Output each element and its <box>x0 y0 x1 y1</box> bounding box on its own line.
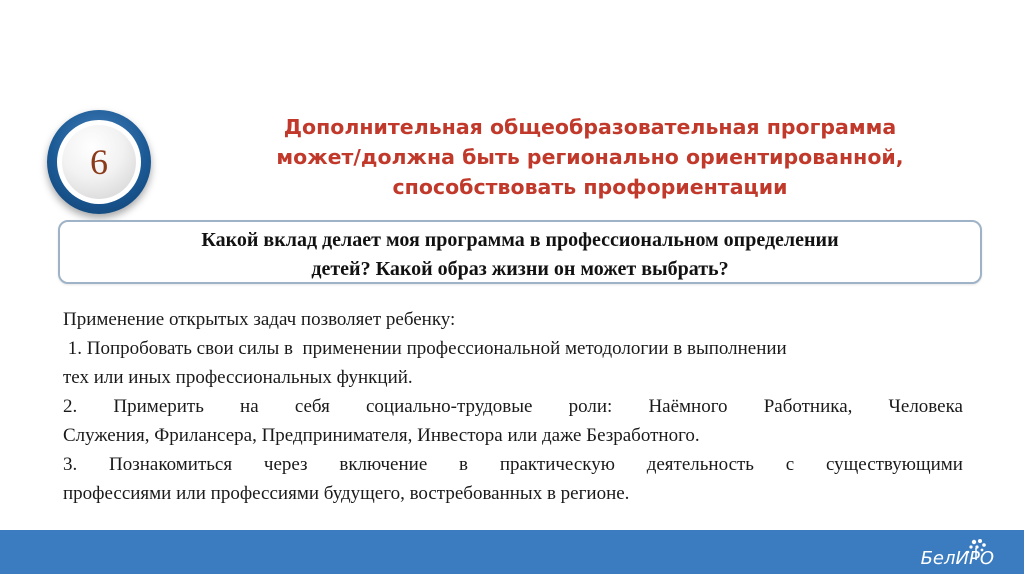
word: практическую <box>499 454 615 475</box>
title-line-3: способствовать профориентации <box>392 175 788 199</box>
word: 3. <box>63 454 78 475</box>
word: Наёмного <box>648 396 728 417</box>
intro-text: Применение открытых задач позволяет ребенку: <box>63 309 456 330</box>
slide-title <box>200 112 980 202</box>
word: деятельность <box>646 454 754 475</box>
item-3-line-1 <box>63 450 963 479</box>
title-line-1: Дополнительная общеобразовательная программа <box>283 115 897 139</box>
word: с <box>785 454 795 475</box>
word: через <box>263 454 308 475</box>
item-3-line-2: профессиями или профессиями будущего, востребованных в регионе. <box>63 483 630 504</box>
item-2-line-1 <box>63 392 963 421</box>
word: 2. <box>63 396 78 417</box>
item-2-line-2: Служения, Фрилансера, Предпринимателя, Инвестора или даже Безработного. <box>63 425 700 446</box>
title-line-2: может/должна быть регионально ориентированной, <box>276 145 904 169</box>
slide-number-badge <box>47 110 151 214</box>
word: существующими <box>825 454 963 475</box>
question-line-1: Какой вклад делает моя программа в профессиональном определении <box>201 229 839 251</box>
word: себя <box>294 396 330 417</box>
word: Примерить <box>113 396 204 417</box>
slide-number: 6 <box>90 142 108 182</box>
badge-inner <box>62 125 136 199</box>
item-1-line-2: тех или иных профессиональных функций. <box>63 367 413 388</box>
word: социально-трудовые <box>366 396 533 417</box>
question-line-2: детей? Какой образ жизни он может выбрать? <box>311 258 729 280</box>
word: Человека <box>888 396 963 417</box>
item-1-line-1: 1. Попробовать свои силы в применении профессиональной методологии в выполнении <box>63 338 787 359</box>
question-box <box>58 220 982 284</box>
body-text <box>63 305 963 508</box>
footer-bar <box>0 530 1024 574</box>
word: включение <box>339 454 428 475</box>
word: роли: <box>568 396 613 417</box>
word: Работника, <box>763 396 853 417</box>
word: Познакомиться <box>109 454 233 475</box>
word: в <box>459 454 469 475</box>
logo-text: БелИРО <box>920 548 994 569</box>
word: на <box>240 396 259 417</box>
